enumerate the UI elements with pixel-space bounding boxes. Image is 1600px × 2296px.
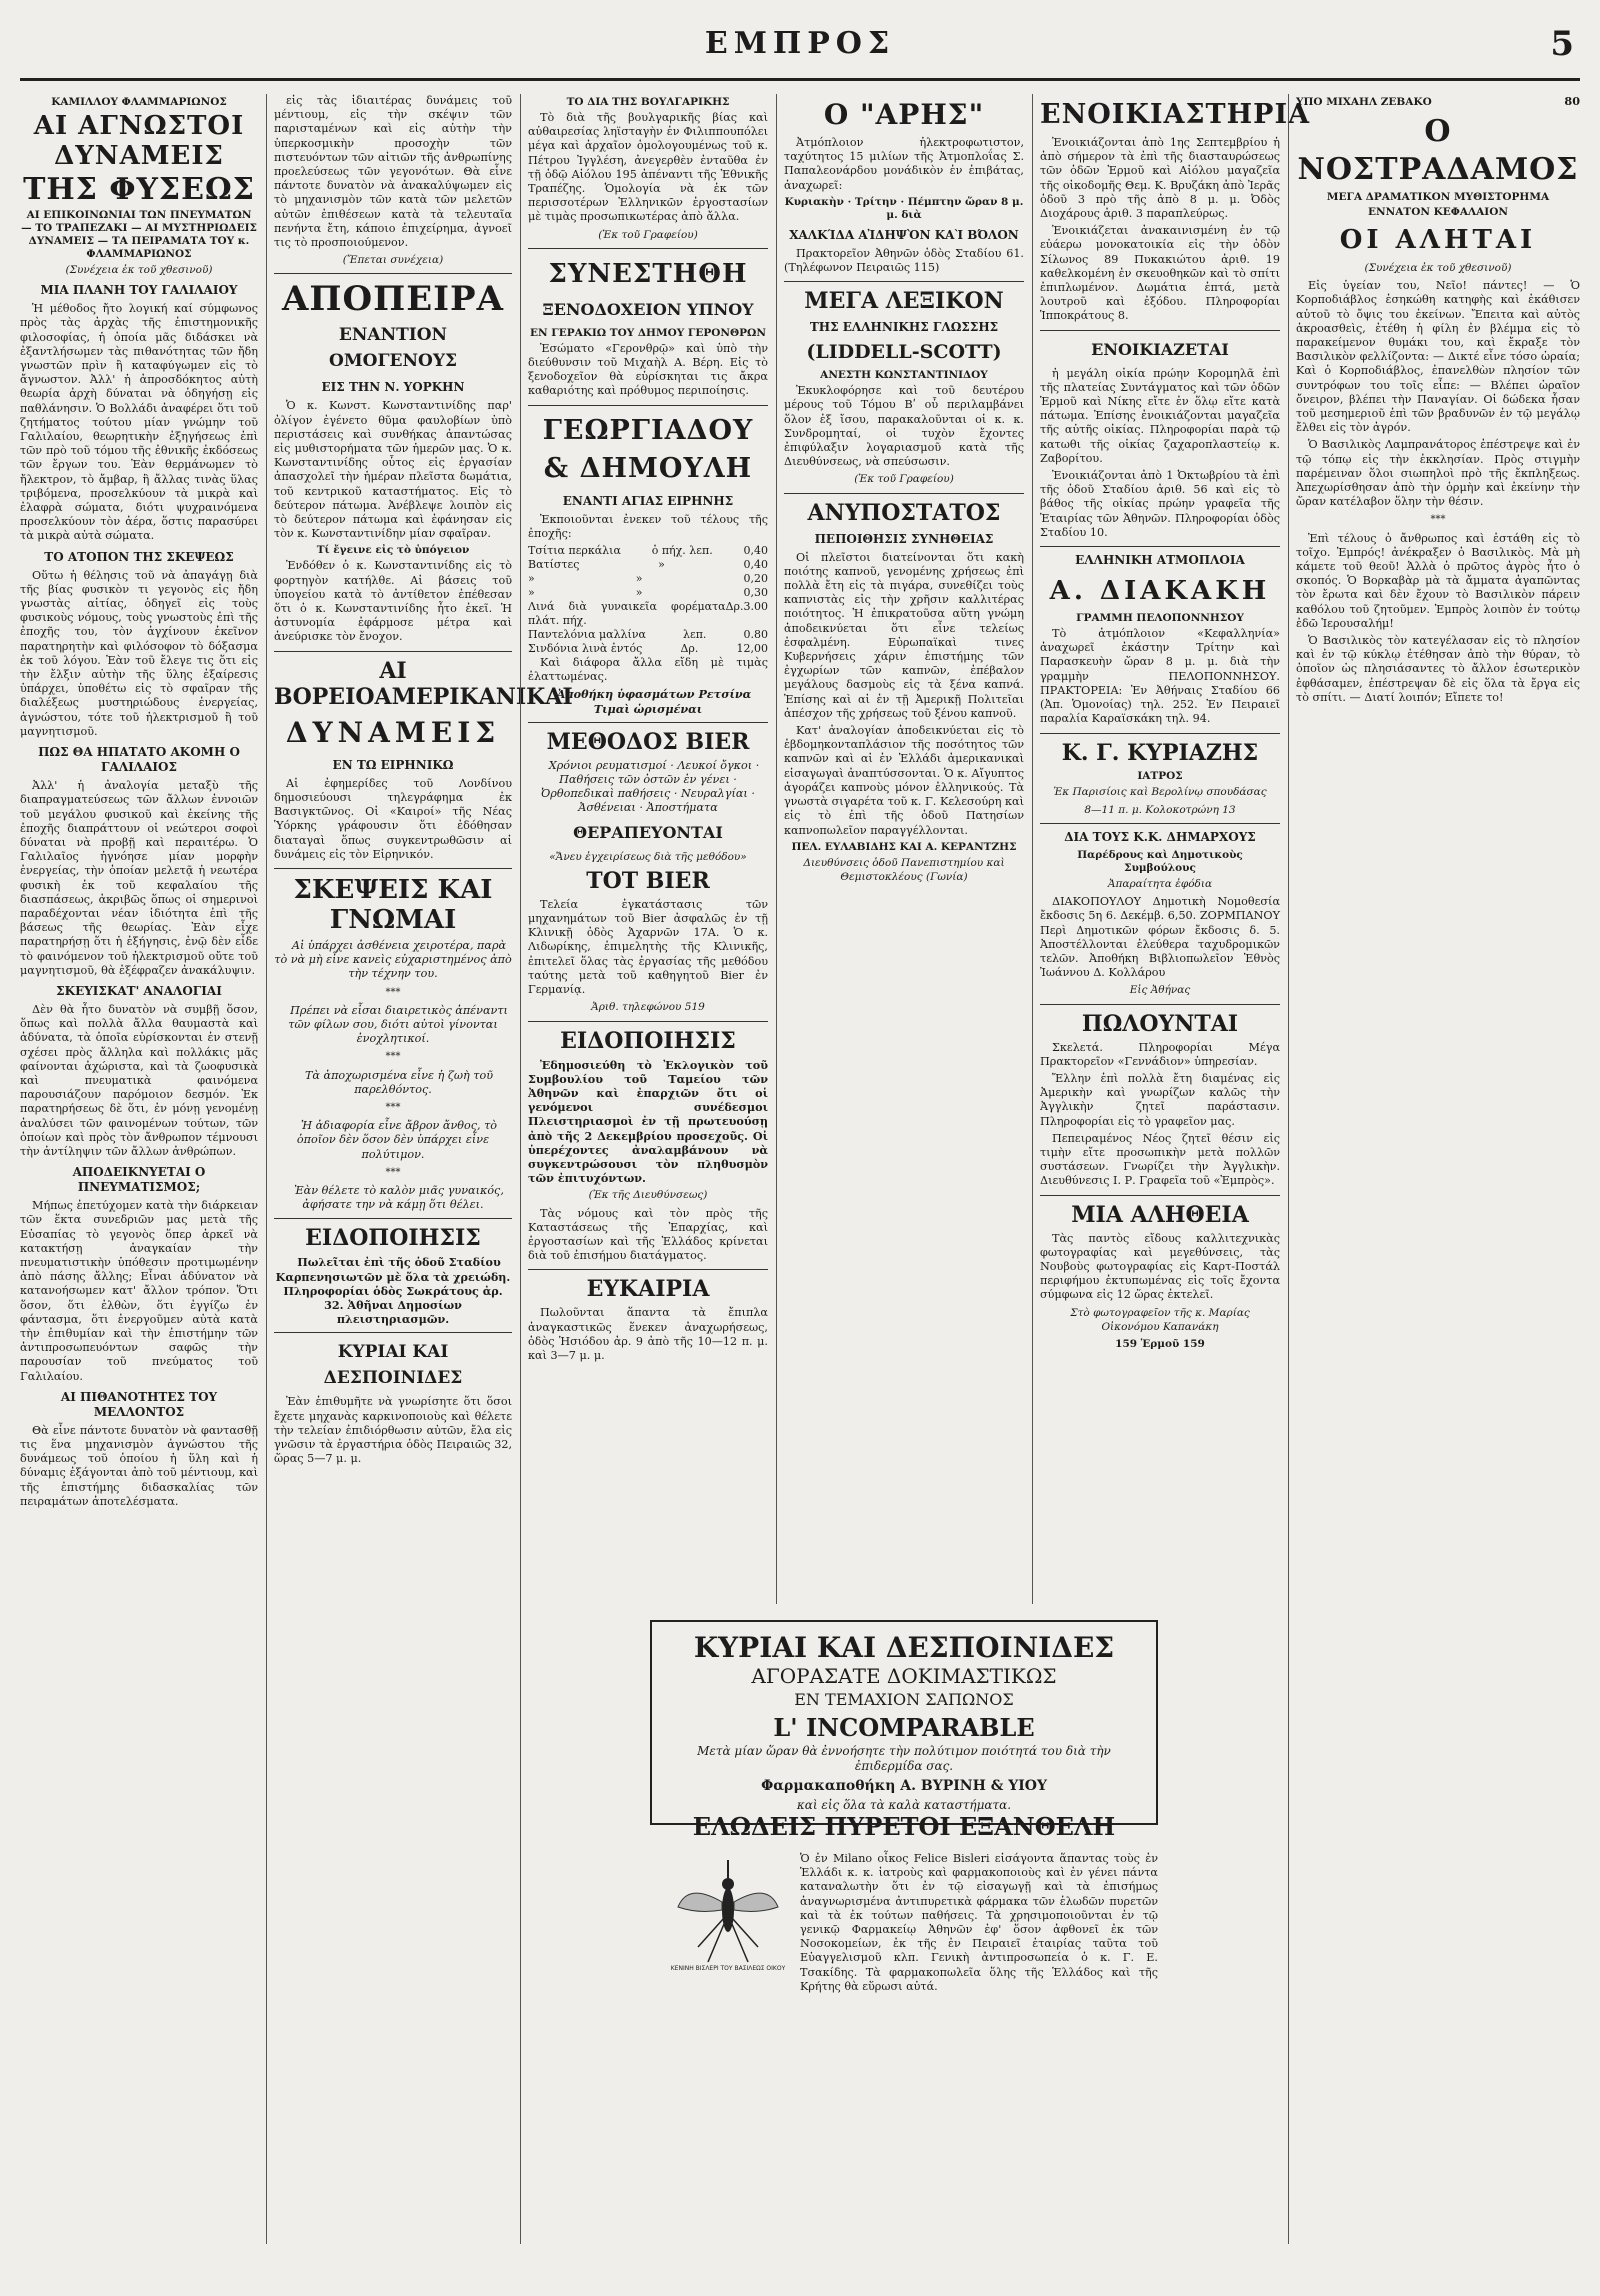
- divider: [274, 651, 512, 652]
- price-row: [528, 628, 768, 642]
- soap-ad-box: [650, 1620, 1158, 1825]
- divider: [274, 1332, 512, 1333]
- ad-text: Ἀτμόπλοιον ἠλεκτροφωτιστον, ταχύτητος 15 μιλίων τῆς Ἀτμοπλοΐας Σ. Παπαλεονάρδου μονάδικὸν ἐν ἐπιβάτας, ἀναχωρεῖ:: [784, 136, 1024, 192]
- ad-headline-2: Α. ΔΙΑΚΑΚΗ: [1049, 576, 1271, 607]
- ad-text: Ἐνοικιάζονται ἀπὸ 1ης Σεπτεμβρίου ἡ ἀπὸ σήμερον τὰ ἐπὶ τῆς διασταυρώσεως τῶν ὁδῶν Ἑρμοῦ καὶ Αἰόλου μαγαζεῖα τῆς οἰκοδομῆς Θεμ. Κ. Βρυζάκη ἀπὸ Ἰερᾶς ὁδοῦ 3 πρὸ τῆς ἀπὸ 8 μ. μ. Ὀδὸς Διοχάρους ἀριθ. 3 παραπλεύρως.: [1040, 136, 1280, 221]
- price-item: Βατίστες: [528, 558, 580, 572]
- aphorism: Ἐὰν θέλετε τὸ καλὸν μιᾶς γυναικός, ἀφήσατε την νὰ κάμῃ ὅτι θέλει.: [294, 1183, 504, 1212]
- ad-subhead: ΤΗΣ ΕΛΛΗΝΙΚΗΣ ΓΛΩΣΣΗΣ: [809, 320, 999, 335]
- aphorism: Ἡ ἀδιαφορία εἶνε ἄβρον ἄνθος, τὸ ὁποῖον δὲν ὅσον δὲν ὑπάρχει εἶνε πολύτιμον.: [296, 1119, 498, 1161]
- ad-headline: ΠΩΛΟΥΝΤΑΙ: [1081, 1010, 1239, 1037]
- ad-subhead: ΕΝ ΓΕΡΑΚΙΩ ΤΟΥ ΔΗΜΟΥ ΓΕΡΟΝΘΡΩΝ: [530, 326, 766, 339]
- ad-text: Ἐνοικιάζονται ἀπὸ 1 Ὀκτωβρίου τὰ ἐπὶ τῆς ὁδοῦ Σταδίου ἀριθ. 56 καὶ εἰς τὸ βάθος τῆς οἰκίας πρώην γραφεῖα τῆς Ἐταιρίας τῶν Ἀθηνῶν. Πληροφορίαι ὁδὸς Σταδίου 10.: [1040, 469, 1280, 539]
- column-divider: [266, 94, 267, 2244]
- price-price: 0,20: [743, 572, 768, 586]
- article-paragraph: Ἀλλ' ἡ ἀναλογία μεταξὺ τῆς διαπραγματεύσεως τῶν ἄλλων ἐννοιῶν τοῦ μεγάλου φυσικοῦ καὶ ἐκείνης τῆς ἐποχῆς διαπράττουν οἱ νεώτεροι σοφοὶ δύναται νὰ προβῇ καὶ περαιτέρω. Ὁ Γαλιλαῖος ἠγνόησε μίαν μορφὴν ἐνεργείας, τὴν ὁποίαν μελετᾷ ἡ νεωτέρα φυσικὴ ἐκ τοῦ κεφαλαίου τῆς διασπάσεως, ἀκριβῶς ὅπως οἱ σημερινοὶ παραδέχονται νέαν ἰδιότητα ἐπὶ τῆς βάσεως τῆς θεωρίας. Ἐὰν εἶχε παρατηρήσῃ ὅτι ἡ ἐξήγησις, ἐνῷ δὲν εἶδε τὸ φαινόμενον τοῦ ἠλεκτρισμοῦ οὔτε τοῦ μαγνητισμοῦ, θὰ ἐξέφραζεν ἀνακάλυψιν.: [20, 779, 258, 977]
- soap-ad-line: καὶ εἰς ὅλα τὰ καλὰ καταστήματα.: [796, 1798, 1012, 1812]
- divider: [1040, 1004, 1280, 1005]
- notice-heading: ΕΙΔΟΠΟΙΗΣΙΣ: [560, 1027, 736, 1054]
- price-row: [528, 572, 768, 586]
- continuation-note: (Συνέχεια ἐκ τοῦ χθεσινοῦ): [65, 264, 213, 276]
- serial-header: [1296, 94, 1580, 111]
- soap-ad-brand: L' INCOMPARABLE: [773, 1713, 1035, 1742]
- signature: ΠΕΛ. ΕΥΛΑΒΙΔΗΣ ΚΑΙ Α. ΚΕΡΑΝΤΖΗΣ: [791, 840, 1017, 853]
- notice-text: Τὰς νόμους καὶ τὸν πρὸς τῆς Καταστάσεως τῆς Ἐπαρχίας, καὶ ἐργοστασίων καὶ τῆς Ἑλλάδος κρίνεται διὰ τοῦ ἐπισήμου διατάγματος.: [528, 1206, 768, 1263]
- serial-chapter-title: ΟΙ ΑΛΗΤΑΙ: [1339, 225, 1537, 255]
- masthead: [20, 22, 1580, 81]
- ad-text: Ἐνοικιάζεται ἀνακαινισμένη ἐν τῷ εὐάερω μονοκατοικία εἰς τὴν ὁδὸν Σίλωνος 89 Πυκακιώτου ἀριθ. 19 καθελκομένη ἐν σκευοθηκῶν καὶ τὸ σπίτι ἐπιπλωμένον. Δωμάτια ἑπτά, μετὰ λουτροῦ καὶ ἐξόδου. Πληροφορίαι Ἱπποκράτους 8.: [1040, 224, 1280, 323]
- divider: [528, 722, 768, 723]
- price-unit: Δρ.: [680, 642, 699, 656]
- divider: [1040, 733, 1280, 734]
- divider: [528, 1269, 768, 1270]
- soap-ad-line: ΚΥΡΙΑΙ ΚΑΙ ΔΕΣΠΟΙΝΙΔΕΣ: [693, 1631, 1115, 1664]
- serial-chapter: ΕΝΝΑΤΟΝ ΚΕΦΑΛΑΙΟΝ: [1368, 206, 1508, 218]
- divider: [274, 273, 512, 274]
- ad-subhead: ΑΝΕΣΤΗ ΚΩΝΣΤΑΝΤΙΝΙΔΟΥ: [820, 369, 988, 382]
- newspaper-page: [20, 22, 1580, 2252]
- mosquito-label: ΚΕΝΙΝΗ ΒΙΣΛΕΡΙ ΤΟΥ ΒΑΣΙΛΕΩΣ ΟΙΚΟΥ: [670, 1965, 786, 1972]
- serial-paragraph: Ἐπὶ τέλους ὁ ἄνθρωπος καὶ ἐστάθη εἰς τὸ τοῖχο. Ἐμπρός! ἀνέκραξεν ὁ Βασιλικὸς. Μὰ μὴ κάμετε τοῦ θεοῦ! Ἀλλὰ ὁ πρῶτος ἀγρὸς ἦτο ὁ σκοπός. Ὁ Βορκαβὰρ μὰ τὰ ἄμματα ἀγαπῶντας τὸν ἔρωτα καὶ δὲν ἔχουν τὸ Βασιλικὸν πάρειν καθόλου τοῦ ζητοῦμεν. Ἐμπρὸς λοιπὸν ἐν τούτῳ ἐδῶ Ἱερουσαλήμ!: [1296, 531, 1580, 630]
- price-price: 0.80: [743, 628, 768, 642]
- price-unit: ὁ πήχ. λεπ.: [651, 544, 713, 558]
- ad-note: 8—11 π. μ. Κολοκοτρώνη 13: [1084, 803, 1236, 816]
- source-note: (Ἐκ τῆς Διευθύνσεως): [588, 1189, 708, 1202]
- price-price: 0,40: [743, 544, 768, 558]
- article-paragraph: Οὕτω ἡ θέλησις τοῦ νὰ ἀπαγάγῃ διὰ τῆς βίας φυσικὸν τι γεγονὸς εἰς ἤδη γνωστὰς αἰτίας, ὁδηγεῖ εἰς τοὺς φυσικοὺς νόμους, τοὺς γνωστοὺς ἐπὶ τῆς ἐποχῆς του, τὸν ἀγχίνουν ἐκεῖνον παρατηρητὴν καὶ φιλόσοφον τὸ δόξασμα ἐκ τοῦ λόγου. Ἐὰν τοῦ ἔλεγε τις ὅτι εἰς τὴν ἔλξιν αὐτὴν τῆς ὕλης ἐξαίρεσις ὑπάρχει, ὑποθέτω εἰς τὸ σφαῖραν τῆς διαλέξεως μυστηριώδους ἐνεργείας, ἀγνώστου, τότε τοῦ ἠλεκτρισμοῦ ἢ τοῦ μαγνητισμοῦ.: [20, 568, 258, 738]
- column-divider: [1032, 94, 1033, 1604]
- ad-headline: ΔΙΑ ΤΟΥΣ Κ.Κ. ΔΗΜΑΡΧΟΥΣ: [1064, 829, 1256, 844]
- ad-subhead: ΙΑΤΡΟΣ: [1137, 769, 1183, 782]
- notice-text: Ἐδημοσιεύθη τὸ Ἐκλογικὸν τοῦ Συμβουλίου τοῦ Ταμείου τῶν Ἀθηνῶν καὶ ἐπαρχιῶν ὅτι οἱ γενόμενοι συνέδεσμοι Πλειστηριασμοὶ ἐν τῇ πρωτευούσῃ ἀπὸ τῆς 2 Δεκεμβρίου προσεχοῦς. Οἱ ὑπερέχοντες ἀναλαμβάνουν νὰ συγκεντρώσουσι τὸν πληθυσμὸν τῶν ἐπιτυχόντων.: [528, 1057, 768, 1186]
- ad-note: 159 Ἑρμοῦ 159: [1115, 1337, 1205, 1350]
- ad-headline: ΕΝΟΙΚΙΑΖΕΤΑΙ: [1091, 339, 1229, 359]
- mosquito-illustration: [668, 1852, 788, 1972]
- ad-text: Τὰς παντὸς εἴδους καλλιτεχνικὰς φωτογραφίας καὶ μεγεθύνσεις, τὰς Νουβοὺς φωτογραφίας εἰς Καρτ-Ποστάλ περιφήμου ἐκτυπωμένας εἰς τοῖς ἔχοντα σύμφωνα εἰς 12 ὥρας ἐκτελεῖ.: [1040, 1231, 1280, 1302]
- ad-text: Σκελετά. Πληροφορίαι Μέγα Πρακτορεῖον «Γεννάδιον» ὑπηρεσίαν.: [1040, 1040, 1280, 1068]
- ad-headline: ΜΕΓΑ ΛΕΞΙΚΟΝ: [804, 288, 1004, 315]
- article-paragraph: Ὁ κ. Κωνστ. Κωνσταντινίδης παρ' ὀλίγον ἐγένετο θῦμα φαυλοβίων ὑπὸ περιστάσεις καὶ συνθήκας ἀπαντώσας εἰς μυθιστορήματα τῶν ἡμερῶν μας. Ὁ κ. Κωνσταντινίδης οὗτος εἰς ἐργασίαν ἀπασχολεῖ τὴν ἡμέραν πλεῖστα δωμάτια, τοῦ κεντρικοῦ καταστήματος. Εἰς τὸ δεύτερον πάτωμα. Ἀνέβλεψε λοιπὸν εἰς τὸ δεύτερον πάτωμα καὶ ἐφάνησαν εἰς τὸν κ. Κωνσταντινίδην μίαν σφαῖραν.: [274, 399, 512, 541]
- newspaper-title: ΕΜΠΡΟΣ: [704, 26, 896, 61]
- notice-text: Πωλοῦνται ἅπαντα τὰ ἔπιπλα ἀναγκαστικῶς ἕνεκεν ἀναχωρήσεως, ὁδὸς Ἡσιόδου ἀρ. 9 ἀπὸ τῆς 10—12 π. μ. καὶ 3—7 μ. μ.: [528, 1306, 768, 1362]
- ad-subhead: ΓΡΑΜΜΗ ΠΕΛΟΠΟΝΝΗΣΟΥ: [1076, 612, 1244, 625]
- price-unit: »: [658, 558, 665, 572]
- ad-text: ἡ μεγάλη οἰκία πρώην Κορομηλᾶ ἐπὶ τῆς πλατείας Συντάγματος καὶ τῶν ὁδῶν Ἑρμοῦ καὶ Νίκης εἴτε ἐν ὅλῳ εἴτε κατὰ πάτωμα. Ἐπίσης ἐνοικιάζονται μαγαζεῖα τῆς αὐτῆς οἰκίας. Πληροφορίαι παρὰ τῷ κατωθι τῆς οἰκίας ζαχαροπλαστείῳ κ. Ζαβορίτου.: [1040, 366, 1280, 465]
- notice-heading: ΕΥΚΑΙΡΙΑ: [586, 1276, 710, 1303]
- quinine-ad-headline: ΕΛΩΔΕΙΣ ΠΥΡΕΤΟΙ ΕΞΑΝΘΕΛΗ: [692, 1812, 1116, 1841]
- section-heading: ΑΠΟΔΕΙΚΝΥΕΤΑΙ Ο ΠΝΕΥΜΑΤΙΣΜΟΣ;: [72, 1165, 206, 1195]
- signature-address: Διευθύνσεις ὁδοῦ Πανεπιστημίου καὶ Θεμιστοκλέους (Γωνία): [803, 856, 1005, 883]
- price-item: Παντελόνια μαλλίνα: [528, 628, 646, 642]
- separator-stars: ***: [1430, 514, 1446, 526]
- source-note: (Ἐκ τοῦ Γραφείου): [854, 473, 954, 486]
- ad-note: Ἀπαραίτητα ἐφόδια: [1107, 877, 1213, 890]
- column-1: [20, 94, 258, 2244]
- article-paragraph: Κατ' ἀναλογίαν ἀποδεικνύεται εἰς τὸ ἑβδομηκονταπλάσιον τῆς ποσότητος τῶν καπνῶν καὶ αἱ ἐν Ἑλλάδι ἀμερικανικαὶ εἰσαγωγαὶ ἀναπτύσσονται. Ὁ κ. Αἴγυπτος ἀγοράζει καπνοὺς μόνον ἑλληνικούς. Τὰ γνωστὰ σιγαρέτα τοῦ κ. Γ. Κελεσούρη καὶ εἰς τὸ ἐπὶ τῆς ὁδοῦ Πατησίων καπνοπωλεῖον παραγγέλλονται.: [784, 724, 1024, 837]
- ad-note: «Ἄνευ ἐγχειρίσεως διὰ τῆς μεθόδου»: [549, 850, 747, 863]
- section-heading: ΜΙΑ ΠΛΑΝΗ ΤΟΥ ΓΑΛΙΛΑΙΟΥ: [40, 283, 238, 298]
- source-note: (Ἐκ τοῦ Γραφείου): [598, 228, 698, 241]
- divider: [528, 405, 768, 406]
- separator-stars: ***: [385, 1051, 401, 1063]
- aphorism: Αἱ ὑπάρχει ἀσθένεια χειροτέρα, παρὰ τὸ νὰ μὴ εἶνε κανεὶς εὐχαριστημένος ἀπὸ τὴν τέχνην του.: [274, 938, 512, 981]
- divider: [528, 248, 768, 249]
- aphorism: Πρέπει νὰ εἶσαι διαιρετικὸς ἀπέναντι τῶν φίλων σου, διότι αὐτοὶ γίνονται ἐνοχλητικοί.: [288, 1003, 508, 1046]
- serial-subtitle: ΜΕΓΑ ΔΡΑΜΑΤΙΚΟΝ ΜΥΘΙΣΤΟΡΗΜΑ: [1326, 191, 1550, 203]
- serial-paragraph: Ὁ Βασιλικὸς τὸν κατεγέλασαν εἰς τὸ πλησίον καὶ ἐν τῷ κύκλῳ ἐτέθησαν ἀπὸ τὴν θύραν, τὸ ὁποῖον ὡς πλησιάσαντες τὸ ἄλλον ἐσωτερικὸν ἐφθάσαμεν, ἐπέστρεψαν δὲ εἰς ὅλα τὰ ἔργα εἰς τὸ σπίτι. — Διατί λοιπόν; Εἴπετε το!: [1296, 634, 1580, 704]
- ad-text: Ἀποθήκη ὑφασμάτων Ρετσίνα Τιμαὶ ὡρισμέναι: [556, 687, 752, 716]
- price-row: [528, 544, 768, 558]
- divider: [274, 868, 512, 869]
- ad-text: Τελεία ἐγκατάστασις τῶν μηχανημάτων τοῦ Bier ἀσφαλῶς ἐν τῇ Κλινικῇ ὁδὸς Ἀχαρνῶν 17Α. Ὁ κ. Λιδωρίκης, ἐπιμελητὴς τῆς Κλινικῆς, ἐπιτελεῖ ὅλας τὰς ἐργασίας τῆς μεθόδου ταύτης μετὰ τοῦ καθηγητοῦ Bier ἐν Γερμανίᾳ.: [528, 897, 768, 997]
- serial-paragraph: Ὁ Βασιλικὸς Λαμπρανάτορος ἐπέστρεψε καὶ ἐν τῷ τόπῳ εἰς τὴν ἐκκλησίαν. Πρὸς στιγμὴν παρέμειναν ὅλοι σιωπηλοὶ πρὸ τῆς ἔκπληξεως. Ἀπεχωρίσθησαν ἀπὸ τὴν ὁρμὴν καὶ ἐκείνην τὴν ὥραν κατέλαβον ὅλην τὴν θέσιν.: [1296, 438, 1580, 509]
- divider: [784, 281, 1024, 282]
- price-price: 0,40: [743, 558, 768, 572]
- section-heading: ΑΙ ΠΙΘΑΝΟΤΗΤΕΣ ΤΟΥ ΜΕΛΛΟΝΤΟΣ: [60, 1389, 218, 1419]
- divider: [784, 493, 1024, 494]
- price-unit: λεπ.: [683, 628, 707, 642]
- separator-stars: ***: [385, 986, 401, 998]
- ad-text: Πεπειραμένος Νέος ζητεῖ θέσιν εἰς τιμὴν εἴτε προσωπικὴν μετὰ πολλῶν συστάσεων. Γνωρίζει τὴν Ἀγγλικὴν. Διευθύνεσις Ι. Ρ. Γραφεῖα τοῦ «Ἐμπρὸς».: [1040, 1131, 1280, 1188]
- price-unit: Δρ.: [725, 600, 744, 614]
- price-unit: »: [635, 572, 643, 586]
- article-paragraph: Ἐνδόθεν ὁ κ. Κωνσταντινίδης εἰς τὸ φορτηγὸν κατήλθε. Αἱ βάσεις τοῦ ὑπογείου κατὰ τὸ ἀντίθετον ἐπέθεσαν ὅτι ὁ κ. Κωνσταντινίδης ἦτο ἐκεῖ. Ἡ ἀστυνομία ἐφάρμοσε μέτρα καὶ ἀνεύρισκε τὸν ἔνοχον.: [274, 559, 512, 644]
- notice-text: Ἐὰν ἐπιθυμῆτε νὰ γνωρίσητε ὅτι ὅσοι ἔχετε μηχανὰς καρκινοποιοὺς καὶ θέλετε τὴν τελείαν ἐπιδιόρθωσιν αὐτῶν, ἔλα εἰς γνῶσιν τὰ ἐργαστήρια ὁδὸς Πειραιῶς 32, ὥρας 5—7 μ. μ.: [274, 1395, 512, 1466]
- ad-note: Εἰς Ἀθήνας: [1129, 984, 1191, 997]
- divider: [274, 1218, 512, 1219]
- continuation-note: (Συνέχεια ἐκ τοῦ χθεσινοῦ): [1364, 262, 1512, 274]
- price-item: »: [528, 572, 535, 586]
- ad-subhead: ΕΝΑΝΤΙ ΑΓΙΑΣ ΕΙΡΗΝΗΣ: [562, 493, 734, 508]
- soap-advertisement: [650, 1620, 1158, 1812]
- article-headline-2: ΔΥΝΑΜΕΙΣ: [285, 715, 501, 749]
- column-divider: [1288, 94, 1289, 2244]
- ad-headline: ΓΕΩΡΓΙΑΔΟΥ & ΔΗΜΟΥΛΗ: [542, 414, 754, 484]
- notice-heading: ΕΙΔΟΠΟΙΗΣΙΣ: [305, 1225, 481, 1252]
- article-headline: ΤΟ ΔΙΑ ΤΗΣ ΒΟΥΛΓΑΡΙΚΗΣ: [566, 96, 730, 108]
- aphorism: Τὰ ἀποχωρισμένα εἶνε ἡ ζωὴ τοῦ παρελθόντος.: [304, 1068, 494, 1096]
- ad-subhead: Παρέδρους καὶ Δημοτικοὺς Συμβούλους: [1077, 848, 1243, 874]
- ad-list: Χρόνιοι ρευματισμοί · Λευκοί ὄγκοι · Παθήσεις τῶν ὀστῶν ἐν γένει · Ὀρθοπεδικαὶ παθήσεις · Νευραλγίαι · Ἀσθένειαι · Ἀποστήματα: [541, 758, 760, 815]
- article-byline: ΚΑΜΙΛΛΟΥ ΦΛΑΜΜΑΡΙΩΝΟΣ: [51, 96, 227, 108]
- section-heading: Τί ἔγεινε εἰς τὸ ὑπόγειον: [316, 544, 470, 557]
- separator-stars: ***: [385, 1101, 401, 1113]
- column-divider: [776, 94, 777, 1604]
- ad-text: Τὸ ἀτμόπλοιον «Κεφαλληνία» ἀναχωρεῖ ἐκάστην Τρίτην καὶ Παρασκευὴν ὥραν 8 μ. μ. διὰ τὴν γραμμὴν ΠΕΛΟΠΟΝΝΗΣΟΥ. ΠΡΑΚΤΟΡΕΙΑ: Ἐν Ἀθήναις Σταδίου 66 (Ἀπ. Ὁμονοίας) τηλ. 252. Ἐν Πειραιεῖ παραλία Καραϊσκάκη τηλ. 94.: [1040, 627, 1280, 726]
- article-paragraph: Τὸ διὰ τῆς βουλγαρικῆς βίας καὶ αὐθαιρεσίας ληϊσταγὴν ἐν Φιλιππουπόλει μέγα καὶ ἀρχαῖον ὁμολογουμένως τοῦ κ. Πέτρου Ἰγγλέση, ἀνεγερθὲν ἐνταῦθα ἐν τῇ ὁδῷ Αἰόλου 195 ἀπέναντι τῆς Ἐθνικῆς Τραπέζης. Ὁμολογία νὰ ἐκ τῶν περισσοτέρων Ἑλληνικῶν ἐργοστασίων μὲ τιμὰς προσωπικωτέρας ἀπὸ ἄλλα.: [528, 111, 768, 224]
- article-subhead: ΑΙ ΕΠΙΚΟΙΝΩΝΙΑΙ ΤΩΝ ΠΝΕΥΜΑΤΩΝ — ΤΟ ΤΡΑΠΕΖΑΚΙ — ΑΙ ΜΥΣΤΗΡΙΩΔΕΙΣ ΔΥΝΑΜΕΙΣ — ΤΑ ΠΕΙΡΑΜΑΤΑ ΤΟΥ κ. ΦΛΑΜΜΑΡΙΩΝΟΣ: [21, 209, 257, 260]
- soap-ad-line: ΕΝ ΤΕΜΑΧΙΟΝ ΣΑΠΩΝΟΣ: [794, 1690, 1014, 1709]
- section-heading: ΤΟ ΑΤΟΠΟΝ ΤΗΣ ΣΚΕΨΕΩΣ: [44, 549, 234, 564]
- price-row: [528, 600, 768, 628]
- ad-text: ΔΙΑΚΟΠΟΥΛΟΥ Δημοτικὴ Νομοθεσία ἔκδοσις 5η 6. Δεκέμβ. 6,50. ΖΟΡΜΠΑΝΟΥ Περὶ Δημοτικῶν φόρων ἔκδοσις δ. 5. Ἀποστέλλονται ἐλεύθερα ταχυδρομικῶν τελῶν. Ἀποθήκη Βιβλιοπωλεῖον Ἐθνὸς Ἰωάννου Δ. Κολλάρου: [1040, 895, 1280, 980]
- price-item: Τσίτια περκάλια: [528, 544, 621, 558]
- price-item: »: [528, 586, 535, 600]
- article-paragraph: Αἱ ἐφημερίδες τοῦ Λονδίνου δημοσιεύουσι τηλεγράφημα ἐκ Βασιγκτῶνος. Οἱ «Καιροί» τῆς Νέας Ὑόρκης γράφουσιν ὅτι ἐδόθησαν διαταγαὶ ὅπως συγκεντρωθῶσιν αἱ δυνάμεις εἰς τὸν Εἰρηνικόν.: [274, 776, 512, 861]
- price-item: Σινδόνια λινὰ ἐντός: [528, 642, 643, 656]
- ad-text: Ἐκποιοῦνται ἐνεκεν τοῦ τέλους τῆς ἐποχῆς:: [528, 512, 768, 540]
- ad-text: Καὶ διάφορα ἄλλα εἴδη μὲ τιμὰς ἐλαττωμένας.: [528, 656, 768, 684]
- ad-subhead: TOT BIER: [586, 867, 710, 894]
- price-row: [528, 558, 768, 572]
- article-paragraph: Οἱ πλεῖστοι διατείνονται ὅτι κακὴ ποιότης καπνοῦ, γενομένης χρήσεως ἐπὶ πολλὰ ἔτη εἰς τὰ πιγάρα, συνεθίζει τοὺς καπνιστὰς εἰς τὴν χρῆσιν καλλιτέρας ποιότητος. Ἡ ἐπικρατοῦσα αὕτη γνώμη ἀποδεικνύεται ὅτι εἶνε τελείως ἐσφαλμένη. Εὐρωπαϊκαὶ τινες Κυβερνήσεις χάριν ἐπιστήμης τῶν ἐγχωρίων τῶν καπνῶν, ἐπέβαλον μεγάλους δασμοὺς εἰς τὰ ξένα καπνά. Ἐπίσης καὶ αἱ ἐν τῇ Ἀμερικῇ Πολιτεῖαι ἀπέσχον τῆς χρήσεως τοῦ ξένου καπνοῦ.: [784, 550, 1024, 720]
- notice-heading: ΚΥΡΙΑΙ ΚΑΙ ΔΕΣΠΟΙΝΙΔΕΣ: [323, 1342, 463, 1389]
- ad-headline: ΜΕΘΟΔΟΣ BIER: [546, 728, 750, 755]
- quinine-ad-text: Ὁ ἐν Milano οἶκος Felice Bisleri εἰσάγοντα ἅπαντας τοὺς ἐν Ἑλλάδι κ. κ. ἰατροὺς καὶ φαρμακοποιοὺς καὶ ἐν γένει πάντα καταναλωτὴν ὅτι ἐν τῷ εἰσαγωγῇ καὶ τὰ ἐπισήμως ἀναγνωρισμένα ἀντιπυρετικὰ φάρμακα τῶν ἑλωδῶν πυρετῶν καὶ τὰ ἐκ τούτων παθήσεις. Τὰ χρησιμοποιοῦνται ἐν τῷ γενικῷ Φαρμακείῳ Ἀθηνῶν ἐφ' ὅσον ἀφθονεῖ ἐκ τῶν Νοσοκομείων, ἐκ τῆς ἐν Πειραιεῖ ἐταιρίας ταῦτα τοῦ Εὐαγγελισμοῦ κλπ. Γενικὴ ἀντιπροσωπεία ὁ κ. Γ. Ε. Τσακίδης. Τὰ φαρμακοπωλεῖα ὅλης τῆς Ἑλλάδος καὶ τῆς Κρήτης θὰ εὕρωσι αὐτά.: [800, 1852, 1158, 1993]
- serial-title: Ο ΝΟΣΤΡΑΔΑΜΟΣ: [1297, 114, 1579, 187]
- divider: [1040, 330, 1280, 331]
- ad-subhead: (LIDDELL-SCOTT): [806, 341, 1002, 364]
- article-headline: ΑΙ ΒΟΡΕΙΟΑΜΕΡΙΚΑΝΙΚΑΙ: [274, 657, 573, 710]
- serial-paragraph: Εἰς ὑγείαν του, Νεῖο! πάντες! — Ὁ Κορποδιάβλος ἐσηκώθη κατηφὴς καὶ ἐκάθισεν αὐτοῦ τὸ ὄψις του ἐκείνων. Ἔπειτα καὶ αὐτὸς ἀκροασθεὶς, ἐτέθη ἡ φίλη ἐν βλέμμα εἰς τὸ παρακείμενον θυμάκι του, καὶ ἔκραξε τὸν Βασιλικὸν φελλίζοντα: — Δικτέ εἶνε τόσο ὡραία; Καὶ ὁ Κορποδιάβλος, ἐπανελθὼν πλησίον τῶν συντρόφων του τοῖς εἶπε: — Βλέπει ὡραῖον ὄνειρον, βλέπει τὴν Παναγίαν. Οἱ δώδεκα ἦσαν τοῦ μεσημεριοῦ ἐπὶ τῶν βραδυνῶν ἐν τῷ μεγάλῳ ἔλθει εἰς τὸν ἀγρόν.: [1296, 279, 1580, 435]
- price-row: [528, 586, 768, 600]
- price-price: 3.00: [743, 600, 768, 614]
- phone-number: Ἀριθ. τηλεφώνου 519: [591, 1001, 705, 1014]
- article-paragraph: Μήπως ἐπετύχομεν κατὰ τὴν διάρκειαν τῶν ἕκτα συνεδριῶν μας μετὰ τῆς Εὐσαπίας τὸ γεγονὸς ὅπερ ἀρκεῖ νὰ κατακτήσῃ ἀναγκαίαν τὴν πνευματιστικὴν ὑπόθεσιν προτιμωμένην ἀπὸ πάσης ἄλλης; Εἶναι ἀδύνατον νὰ κατανοήσωμεν κατ' ἄλλον τρόπον. Ὅτι ὅσον, ὅτι ἐλθὼν, ὅτι ἐγγίζω ἐν φάντασμα, ὅτι ἐνεργοῦμεν αὐτὰ κατὰ τὴν ἐπιθυμίαν καὶ τὴν ἐπιστήμην τῶν ἀντιπροσωπευόντων σαφῶς τὴν παρουσίαν τοῦ πνεύματος τοῦ Γαλιλαίου.: [20, 1199, 258, 1383]
- article-headline-2: ΤΗΣ ΦΥΣΕΩΣ: [23, 172, 255, 207]
- article-headline: ΣΚΕΨΕΙΣ ΚΑΙ ΓΝΩΜΑΙ: [293, 874, 493, 935]
- ad-text: Ἐκυκλοφόρησε καὶ τοῦ δευτέρου μέρους τοῦ Τόμου Βʹ οὗ περιλαμβάνει ὅλον ἐξ ἴσου, παρακαλοῦνται οἱ κ. κ. Συνδρομηταί, οἱ τυχὸν ἔχοντες ἐπιφύλαξιν λογαριασμοῦ κατὰ τῆς Διευθύνσεως, νὰ σπεύσωσιν.: [784, 384, 1024, 469]
- article-subhead: ΕΙΣ ΤΗΝ Ν. ΥΟΡΚΗΝ: [321, 380, 465, 395]
- section-heading: ΠΩΣ ΘΑ ΗΠΑΤΑΤΟ ΑΚΟΜΗ Ο ΓΑΛΙΛΑΙΟΣ: [38, 745, 240, 775]
- column-5: [1040, 94, 1311, 1604]
- price-price: 12,00: [736, 642, 768, 656]
- article-headline: ΑΠΟΠΕΙΡΑ: [282, 279, 504, 320]
- ad-text: Κυριακὴν · Τρίτην · Πέμπτην ὥραν 8 μ. μ. διὰ: [784, 195, 1024, 221]
- ad-subhead: ΘΕΡΑΠΕΥΟΝΤΑΙ: [573, 822, 723, 842]
- price-price: 0,30: [743, 586, 768, 600]
- notice-text: Πωλεῖται ἐπὶ τῆς ὁδοῦ Σταδίου Καρπενησιωτῶν μὲ ὅλα τὰ χρειώδη. Πληροφορίαι ὁδὸς Σωκράτους ἀρ. 32. Ἀθῆναι Δημοσίων πλειστηριασμῶν.: [275, 1255, 511, 1327]
- soap-ad-line: ΑΓΟΡΑΣΑΤΕ ΔΟΚΙΜΑΣΤΙΚΩΣ: [751, 1664, 1057, 1688]
- column-6: [1296, 94, 1580, 2244]
- article-headline: ΑΙ ΑΓΝΩΣΤΟΙ ΔΥΝΑΜΕΙΣ: [33, 111, 245, 171]
- ad-text: ΧΑΛΚΊΔΑ ΑἸΔΗΨῸΝ ΚΑῚ ΒΌΛΟΝ: [789, 227, 1019, 242]
- ad-text: Ἐσώματο «Γερονθρῷ» καὶ ὑπὸ τὴν διεύθυνσιν τοῦ Μιχαὴλ Α. Βέρη. Εἰς τὸ ξενοδοχεῖον θὰ εὑρίσκηται τις ἄκρα καθαριότης καὶ πρόθυμος περιποίησις.: [528, 341, 768, 398]
- article-subhead: ΕΝΑΝΤΙΟΝ ΟΜΟΓΕΝΟΥΣ: [329, 325, 457, 372]
- article-paragraph: Δὲν θὰ ἦτο δυνατὸν νὰ συμβῇ ὅσον, ὅπως καὶ πολλὰ ἄλλα θαυμαστὰ καὶ ἀδύνατα, τὰ ὁποῖα εὑρίσκονται ἐν στενῇ σχέσει πρὸς ἄλληλα καὶ πολλάκις μᾶς φαίνονται ἀχώριστα, καὶ τὰ ζωοφυσικὰ καὶ πνευματικὰ φαινόμενα παρουσιάζουν παρόμοιον δεσμόν. Ἐκ παρατηρήσεως δὲ ὅτι, ἐν μόνῃ γενομένῃ ἀναλύσει τῶν φαινομένων τούτων, τῶν ὁποίων καὶ πρὸς τὸν ἄνθρωπον τέμνουσι τὴν ἀντίληψιν τῶν ἄλλων ἀνθρώπων.: [20, 1002, 258, 1158]
- serial-number: 80: [1564, 94, 1580, 108]
- article-subhead: ΠΕΠΟΙΘΗΣΙΣ ΣΥΝΗΘΕΙΑΣ: [814, 531, 994, 546]
- serial-byline: ΥΠΟ ΜΙΧΑΗΛ ΖΕΒΑΚΟ: [1296, 96, 1432, 108]
- ad-headline: ΜΙΑ ΑΛΗΘΕΙΑ: [1071, 1201, 1249, 1228]
- divider: [1040, 823, 1280, 824]
- ad-headline: ΕΝΟΙΚΙΑΣΤΗΡΙΑ: [1040, 99, 1311, 130]
- column-divider: [520, 94, 521, 2244]
- divider: [1040, 1195, 1280, 1196]
- ad-headline: ΣΥΝΕΣΤΗΘΗ: [548, 258, 748, 289]
- article-paragraph: Θὰ εἶνε πάντοτε δυνατὸν νὰ φαντασθῇ τις ἕνα μηχανισμὸν ἀγνώστου τῆς δυνάμεως τοῦ ὁποίου ἡ ὕλη καὶ ἡ δύναμις ἐξάγονται ἀπὸ τοῦ μέντιουμ, καὶ τῆς ἐπιστήμης διδασκαλίας τῶν πειραμάτων ἀποτελέσματα.: [20, 1423, 258, 1508]
- divider: [528, 1021, 768, 1022]
- ad-subhead: ΞΕΝΟΔΟΧΕΙΟΝ ΥΠΝΟΥ: [542, 299, 754, 319]
- ad-text: Ἔλλην ἐπὶ πολλὰ ἔτη διαμένας εἰς Ἀμερικὴν καὶ γνωρίζων καλῶς τὴν Ἀγγλικὴν ζητεῖ παράστασιν. Πληροφορίαι εἰς τὸ γραφεῖον μας.: [1040, 1071, 1280, 1128]
- ad-headline: Ο "ΑΡΗΣ": [823, 98, 985, 131]
- price-unit: »: [635, 586, 643, 600]
- ad-note: Στὸ φωτογραφεῖον τῆς κ. Μαρίας Οἰκονόμου Καπανάκη: [1070, 1306, 1250, 1333]
- column-4: [784, 94, 1024, 1604]
- divider: [1040, 546, 1280, 547]
- soap-ad-line: Μετὰ μίαν ὥραν θὰ ἐννοήσητε τὴν πολύτιμον ποιότητά του διὰ τὴν ἐπιδερμίδα σας.: [697, 1744, 1111, 1773]
- article-paragraph: Ἡ μέθοδος ἤτο λογική καί σύμφωνος πρὸς τὰς ἀρχὰς τῆς ἐπιστημονικῆς φιλοσοφίας, ἡ ὁποία μᾶς διδάσκει νὰ ἐξαντλήσωμεν τὰς πιθανότητας τῶν ἤδη γνωστῶν πρὶν ἢ καταφύγωμεν εἰς τὸ ἄγνωστον. Ἀλλ' ἡ ἀπροσδόκητος αὐτὴ θεωρία ἀρχὴ δύναται νὰ ὁδηγήσῃ εἰς παθλάνησιν. Ὁ Βολλάδι ἀναφέρει ὅτι τοῦ ζητήματος τούτου μίαν γνώμην τοῦ Γαλιλαίου, θεωρητικὴν ἐξηγήσεως ἐπὶ τῶν πρὸ τοῦ τόμου τῆς ἐθνικῆς ἐκδόσεως τῶν ἔργων του. Ἐὰν θερμάνωμεν τὸ ἤλεκτρον, τὸ ἄμβαρ, ἢ ἄλλας τινὰς ὕλας τριβόμενα, προσελκύουν τὰ μικρὰ καὶ ἐλαφρὰ σώματα, διότι ψυχραινόμενα προσελκύουν τὸν ἀέρα, ὅστις παρασύρει τὰ μικρὰ αὐτὰ σώματα.: [20, 302, 258, 543]
- article-headline: ΑΝΥΠΟΣΤΑΤΟΣ: [807, 499, 1001, 526]
- ad-headline: Κ. Γ. ΚΥΡΙΑΖΗΣ: [1061, 739, 1259, 766]
- soap-ad-line: Φαρμακαποθήκη Α. ΒΥΡΙΝΗ & ΥΙΟΥ: [761, 1778, 1047, 1794]
- price-list: [528, 544, 768, 656]
- article-paragraph: εἰς τὰς ἰδιαιτέρας δυνάμεις τοῦ μέντιουμ, εἰς τὴν σκέψιν τῶν παρισταμένων καὶ εἰς αὐτὴν τὴν ὑπερκοσμικὴν προσοχὴν τῶν πιστευόντων τῶν αἰτιῶν τῆς ἀνθρωπίνης προελεύσεως τῶν γεγονότων. Θὰ εἶνε πάντοτε δυνατὸν νὰ ἀνακαλύψωμεν εἰς τὸ μηχανισμὸν τῶν κατὰ τῶν μελετῶν αὐτῶν ἐπιθέσεων κατὰ τὰ τελευταῖα πενήντα ἔτη, κάποιο ἐπιχείρημα, ἀγνοεῖ τις τὸ προσποιούμενον.: [274, 94, 512, 250]
- continuation-note: (Ἔπεται συνέχεια): [342, 254, 444, 267]
- price-row: [528, 642, 768, 656]
- page-number: 5: [1550, 24, 1574, 64]
- article-subhead: ΕΝ ΤΩ ΕΙΡΗΝΙΚΩ: [332, 757, 454, 772]
- section-heading: ΣΚΕΥΙΣΚΑΤ' ΑΝΑΛΟΓΙΑΙ: [56, 983, 222, 998]
- ad-headline: ΕΛΛΗΝΙΚΗ ΑΤΜΟΠΛΟΙΑ: [1075, 553, 1245, 568]
- ad-text: Πρακτορεῖον Ἀθηνῶν ὁδὸς Σταδίου 61. (Τηλέφωνον Πειραιῶς 115): [784, 246, 1024, 275]
- separator-stars: ***: [385, 1166, 401, 1178]
- ad-note: Ἐκ Παρισίοις καὶ Βερολίνῳ σπουδάσας: [1053, 785, 1267, 798]
- price-item: Λινά διὰ γυναικεῖα φορέματα πλάτ. πήχ.: [528, 600, 726, 628]
